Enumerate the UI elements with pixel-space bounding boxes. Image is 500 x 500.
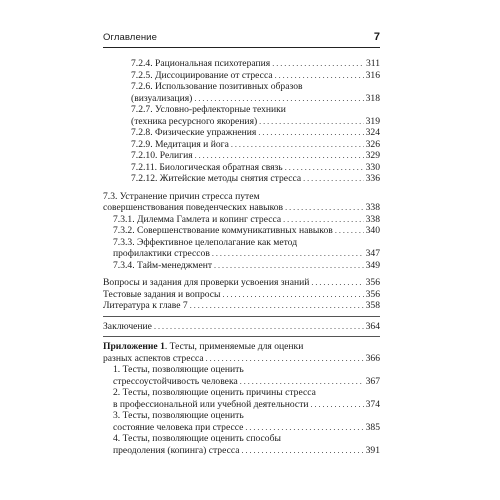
toc-entry-title: 7.2.8. Физические упражнения <box>131 127 257 138</box>
toc-entry[interactable] <box>113 433 380 456</box>
toc-entry[interactable] <box>103 321 380 333</box>
toc-entry-page: 326 <box>365 138 380 150</box>
dot-leader <box>240 376 364 388</box>
dot-leader <box>303 173 363 185</box>
toc-entry-page: 391 <box>365 444 380 456</box>
dot-leader <box>206 353 364 365</box>
header-title: Оглавление <box>103 32 157 43</box>
toc-entry[interactable] <box>113 410 380 433</box>
toc-entry[interactable] <box>103 300 380 312</box>
dot-leader <box>275 70 364 82</box>
toc-entry[interactable] <box>113 260 380 272</box>
toc-entry-title: (визуализация) <box>131 92 193 104</box>
toc-entry[interactable] <box>131 58 380 70</box>
toc-entry[interactable] <box>113 237 380 260</box>
toc-entry-title: 7.3.4. Тайм-менеджмент <box>113 259 213 271</box>
toc-entry[interactable] <box>113 387 380 410</box>
toc-entry-title: профилактики стрессов <box>113 248 210 259</box>
toc-entry[interactable] <box>103 191 380 214</box>
dot-leader <box>283 214 364 226</box>
toc-entry-page: 349 <box>365 259 380 271</box>
dot-leader <box>258 127 363 139</box>
toc-entry-page: 311 <box>365 58 380 69</box>
toc-entry-title-line: 7.3. Устранение причин стресса путем <box>103 190 260 202</box>
dot-leader <box>242 445 364 457</box>
toc-entry-title: стрессоустойчивость человека <box>113 375 238 387</box>
toc-entry-page: 329 <box>365 150 380 161</box>
toc-entry-title: 7.2.9. Медитация и йога <box>131 138 229 150</box>
dot-leader <box>259 116 363 128</box>
dot-leader <box>154 321 364 333</box>
toc-entry[interactable] <box>131 139 380 151</box>
toc-entry-page: 316 <box>365 69 380 81</box>
dot-leader <box>194 93 363 105</box>
dot-leader <box>231 139 364 151</box>
toc-entry-page: 340 <box>365 225 380 236</box>
toc-entry-title: 7.2.12. Житейские методы снятия стресса <box>131 173 302 184</box>
toc-entry-page: 338 <box>365 213 380 225</box>
toc-entry-title: (техника ресурсного якорения) <box>131 115 258 127</box>
toc-entry-page: 318 <box>365 92 380 104</box>
dot-leader <box>212 248 364 260</box>
toc-entry[interactable] <box>113 364 380 387</box>
dot-leader <box>195 150 364 162</box>
toc-entry-title: совершенствования поведенческих навыков <box>103 202 284 213</box>
toc-entry-page: 366 <box>365 352 380 364</box>
toc-entry[interactable] <box>103 289 380 301</box>
toc-entry-page: 385 <box>365 421 380 433</box>
dot-leader <box>311 399 364 411</box>
toc-entry[interactable] <box>103 277 380 289</box>
toc-entry-title: разных аспектов стресса <box>103 352 204 364</box>
toc-entry-page: 367 <box>365 375 380 387</box>
toc-entry[interactable] <box>113 214 380 226</box>
toc-entry-title: 7.2.10. Религия <box>131 150 193 161</box>
toc-entry-title-line: 4. Тесты, позволяющие оценить способы <box>113 433 281 444</box>
toc-entry[interactable] <box>131 81 380 104</box>
toc-entry-appendix[interactable] <box>103 341 380 364</box>
toc-entry-title-line: 7.2.6. Использование позитивных образов <box>131 81 303 92</box>
toc-entry-title-line: 2. Тесты, позволяющие оценить причины стресса <box>113 387 316 398</box>
toc-entry-page: 330 <box>365 161 380 173</box>
toc-entry[interactable] <box>131 104 380 127</box>
dot-leader <box>190 300 364 312</box>
toc-entry-page: 356 <box>365 277 380 288</box>
appendix-label: Приложение 1 <box>103 341 165 352</box>
toc-entry[interactable] <box>131 162 380 174</box>
toc-entry-title: 7.2.5. Диссоциирование от стресса <box>131 69 273 81</box>
toc-entry-page: 358 <box>365 300 380 311</box>
toc-entry-page: 374 <box>365 398 380 410</box>
toc-entry-title-line: 1. Тесты, позволяющие оценить <box>113 364 244 375</box>
toc-entry-page: 364 <box>365 320 380 332</box>
toc-entry[interactable] <box>131 173 380 185</box>
toc-entry-title: Тестовые задания и вопросы <box>103 288 221 300</box>
toc-entry-title-line: . Тесты, применяемые для оценки <box>164 341 304 352</box>
dot-leader <box>311 277 363 289</box>
toc-entry-title: Вопросы и задания для проверки усвоения знаний <box>103 277 310 288</box>
toc-entry-page: 324 <box>365 127 380 138</box>
header-page-number: 7 <box>373 31 380 43</box>
toc-entry-title: Заключение <box>103 320 152 332</box>
toc-entry-title: состояние человека при стрессе <box>113 421 244 433</box>
toc-entry-title-line: 3. Тесты, позволяющие оценить <box>113 410 244 421</box>
dot-leader <box>214 260 364 272</box>
toc-entry[interactable] <box>131 127 380 139</box>
toc-entry-title: 7.3.1. Дилемма Гамлета и копинг стресса <box>113 213 282 225</box>
dot-leader <box>285 202 364 214</box>
toc-entry-page: 347 <box>365 248 380 259</box>
toc-entry-title: Литература к главе 7 <box>103 300 188 311</box>
dot-leader <box>335 225 364 237</box>
toc-entry-title: 7.3.2. Совершенствование коммуникативных навыков <box>113 225 333 236</box>
toc-entry-title: 7.2.4. Рациональная психотерапия <box>131 58 271 69</box>
toc-entry[interactable] <box>131 150 380 162</box>
running-header <box>103 32 380 48</box>
dot-leader <box>222 289 363 301</box>
dot-leader <box>285 162 364 174</box>
toc-entry[interactable] <box>131 70 380 82</box>
toc-entry-title: 7.2.11. Биологическая обратная связь <box>131 161 283 173</box>
table-of-contents <box>103 58 380 456</box>
toc-entry-title-line: 7.2.7. Условно-рефлекторные техники <box>131 104 286 115</box>
toc-entry-page: 356 <box>365 288 380 300</box>
toc-entry-title: в профессиональной или учебной деятельности <box>113 398 309 410</box>
toc-entry-title: преодоления (копинга) стресса <box>113 444 240 456</box>
toc-entry-page: 336 <box>365 173 380 184</box>
toc-entry-title-line: 7.3.3. Эффективное целеполагание как метод <box>113 236 298 248</box>
dot-leader <box>272 58 364 70</box>
toc-entry-page: 319 <box>365 115 380 127</box>
toc-entry[interactable] <box>113 225 380 237</box>
dot-leader <box>245 422 363 434</box>
toc-entry-page: 338 <box>365 202 380 213</box>
